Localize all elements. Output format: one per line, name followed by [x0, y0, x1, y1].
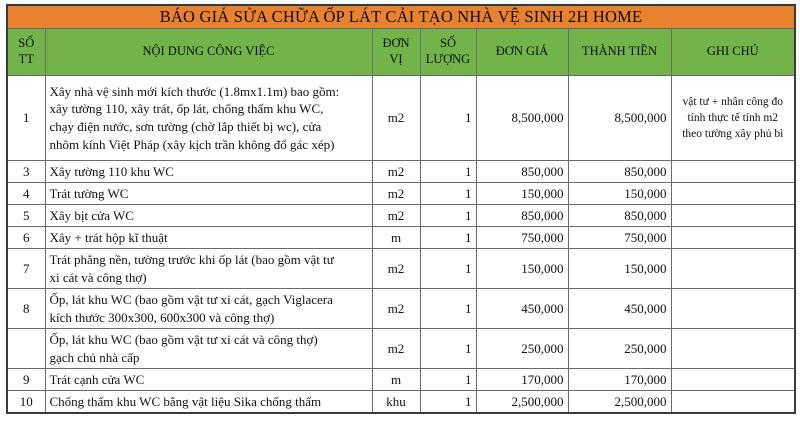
row-stt: 9	[7, 369, 45, 391]
table-header-row	[7, 29, 795, 76]
row-stt: 7	[7, 249, 45, 289]
row-amount: 850,000	[568, 161, 671, 183]
row-amount: 450,000	[568, 289, 671, 329]
table-row	[7, 329, 795, 369]
column-header-so-luong-line1: SỐ	[440, 36, 456, 51]
row-unit: m2	[372, 289, 420, 329]
column-header-stt-line2: TT	[18, 52, 34, 66]
row-description: Xây bịt cửa WC	[45, 205, 372, 227]
row-unit: m2	[372, 76, 420, 161]
row-note	[671, 329, 795, 369]
column-header-stt	[7, 29, 45, 76]
row-note-line: vật tư + nhân công đo	[682, 95, 784, 108]
row-description-line: Xây nhà vệ sinh mới kích thước (1.8mx1.1m) bao gồm:	[49, 83, 340, 99]
row-quantity: 1	[420, 76, 476, 161]
row-amount: 170,000	[568, 369, 671, 391]
row-description: Trát cạnh cửa WC	[45, 369, 372, 391]
column-header-don-gia: ĐƠN GIÁ	[476, 29, 568, 76]
row-stt: 6	[7, 227, 45, 249]
row-unit-price: 2,500,000	[476, 391, 568, 414]
row-description-line: xi cát và công thợ)	[49, 269, 147, 285]
row-note	[671, 161, 795, 183]
row-stt: 3	[7, 161, 45, 183]
row-note	[671, 249, 795, 289]
row-description: Xây + trát hộp kĩ thuật	[45, 227, 372, 249]
row-quantity: 1	[420, 161, 476, 183]
table-row	[7, 161, 795, 183]
row-description	[45, 249, 372, 289]
row-amount: 150,000	[568, 249, 671, 289]
row-description-line: Trát phẳng nền, tường trước khi ốp lát (bao gồm vật tư	[49, 251, 334, 267]
row-quantity: 1	[420, 391, 476, 414]
row-amount: 150,000	[568, 183, 671, 205]
row-stt	[7, 329, 45, 369]
row-unit-price: 850,000	[476, 205, 568, 227]
row-unit: m2	[372, 329, 420, 369]
row-unit-price: 250,000	[476, 329, 568, 369]
table-row	[7, 369, 795, 391]
row-unit: khu	[372, 391, 420, 414]
row-note-line: theo tường xây phủ bì	[682, 128, 784, 141]
table-row	[7, 249, 795, 289]
row-description	[45, 76, 372, 161]
row-description	[45, 329, 372, 369]
row-unit-price: 850,000	[476, 161, 568, 183]
row-quantity: 1	[420, 205, 476, 227]
row-description-line: gạch chủ nhà cấp	[49, 349, 140, 365]
row-note	[671, 391, 795, 414]
column-header-noi-dung: NỘI DUNG CÔNG VIỆC	[45, 29, 372, 76]
document-title: BÁO GIÁ SỬA CHỮA ỐP LÁT CẢI TẠO NHÀ VỆ SINH 2H HOME	[7, 5, 795, 29]
row-quantity: 1	[420, 183, 476, 205]
row-description-line: xây tường 110, xây trát, ốp lát, chống thấm khu WC,	[49, 101, 324, 117]
row-amount: 850,000	[568, 205, 671, 227]
row-amount: 250,000	[568, 329, 671, 369]
row-quantity: 1	[420, 369, 476, 391]
column-header-ghi-chu: GHI CHÚ	[671, 29, 795, 76]
row-note	[671, 183, 795, 205]
row-description: Trát tường WC	[45, 183, 372, 205]
row-stt: 5	[7, 205, 45, 227]
row-stt: 10	[7, 391, 45, 414]
row-stt: 4	[7, 183, 45, 205]
row-description-line: Ốp, lát khu WC (bao gồm vật tư xi cát, gạch Viglacera	[49, 291, 333, 307]
table-row	[7, 391, 795, 414]
row-amount: 8,500,000	[568, 76, 671, 161]
row-unit: m2	[372, 205, 420, 227]
row-unit: m	[372, 227, 420, 249]
row-description-line: kích thước 300x300, 600x300 và công thợ)	[49, 309, 275, 325]
row-note	[671, 205, 795, 227]
row-unit-price: 150,000	[476, 183, 568, 205]
row-description-line: chạy điện nước, sơn tường (chờ lắp thiết bị wc), cửa	[49, 119, 322, 134]
row-quantity: 1	[420, 249, 476, 289]
title-row	[7, 5, 795, 29]
row-amount: 2,500,000	[568, 391, 671, 414]
column-header-so-luong	[420, 29, 476, 76]
column-header-don-vi	[372, 29, 420, 76]
table-row	[7, 205, 795, 227]
row-description: Chống thấm khu WC bằng vật liệu Sika chống thấm	[45, 391, 372, 414]
row-note-line: tính thực tế tính m2	[687, 111, 779, 124]
row-amount: 750,000	[568, 227, 671, 249]
row-unit-price: 150,000	[476, 249, 568, 289]
row-unit: m2	[372, 249, 420, 289]
row-unit-price: 750,000	[476, 227, 568, 249]
quotation-table	[6, 4, 796, 414]
row-stt: 8	[7, 289, 45, 329]
row-quantity: 1	[420, 289, 476, 329]
row-stt: 1	[7, 76, 45, 161]
row-description: Xây tường 110 khu WC	[45, 161, 372, 183]
table-row	[7, 76, 795, 161]
row-quantity: 1	[420, 227, 476, 249]
row-unit: m2	[372, 183, 420, 205]
table-row	[7, 289, 795, 329]
row-note	[671, 76, 795, 161]
row-note	[671, 369, 795, 391]
row-note	[671, 289, 795, 329]
row-unit-price: 170,000	[476, 369, 568, 391]
table-row	[7, 227, 795, 249]
column-header-so-luong-line2: LƯỢNG	[425, 52, 471, 66]
table-row	[7, 183, 795, 205]
column-header-stt-line1: SỐ	[18, 36, 35, 51]
row-description-line: nhôm kính Việt Pháp (xây kịch trần không đổ gác xép)	[49, 136, 335, 152]
row-unit-price: 450,000	[476, 289, 568, 329]
row-note	[671, 227, 795, 249]
row-unit-price: 8,500,000	[476, 76, 568, 161]
row-quantity: 1	[420, 329, 476, 369]
column-header-don-vi-line1: ĐƠN	[382, 36, 410, 51]
row-description	[45, 289, 372, 329]
column-header-thanh-tien: THÀNH TIỀN	[568, 29, 671, 76]
column-header-don-vi-line2: VỊ	[389, 52, 403, 66]
row-unit: m2	[372, 161, 420, 183]
row-unit: m	[372, 369, 420, 391]
row-description-line: Ốp, lát khu WC (bao gồm vật tư xi cát và công thợ)	[49, 331, 318, 347]
